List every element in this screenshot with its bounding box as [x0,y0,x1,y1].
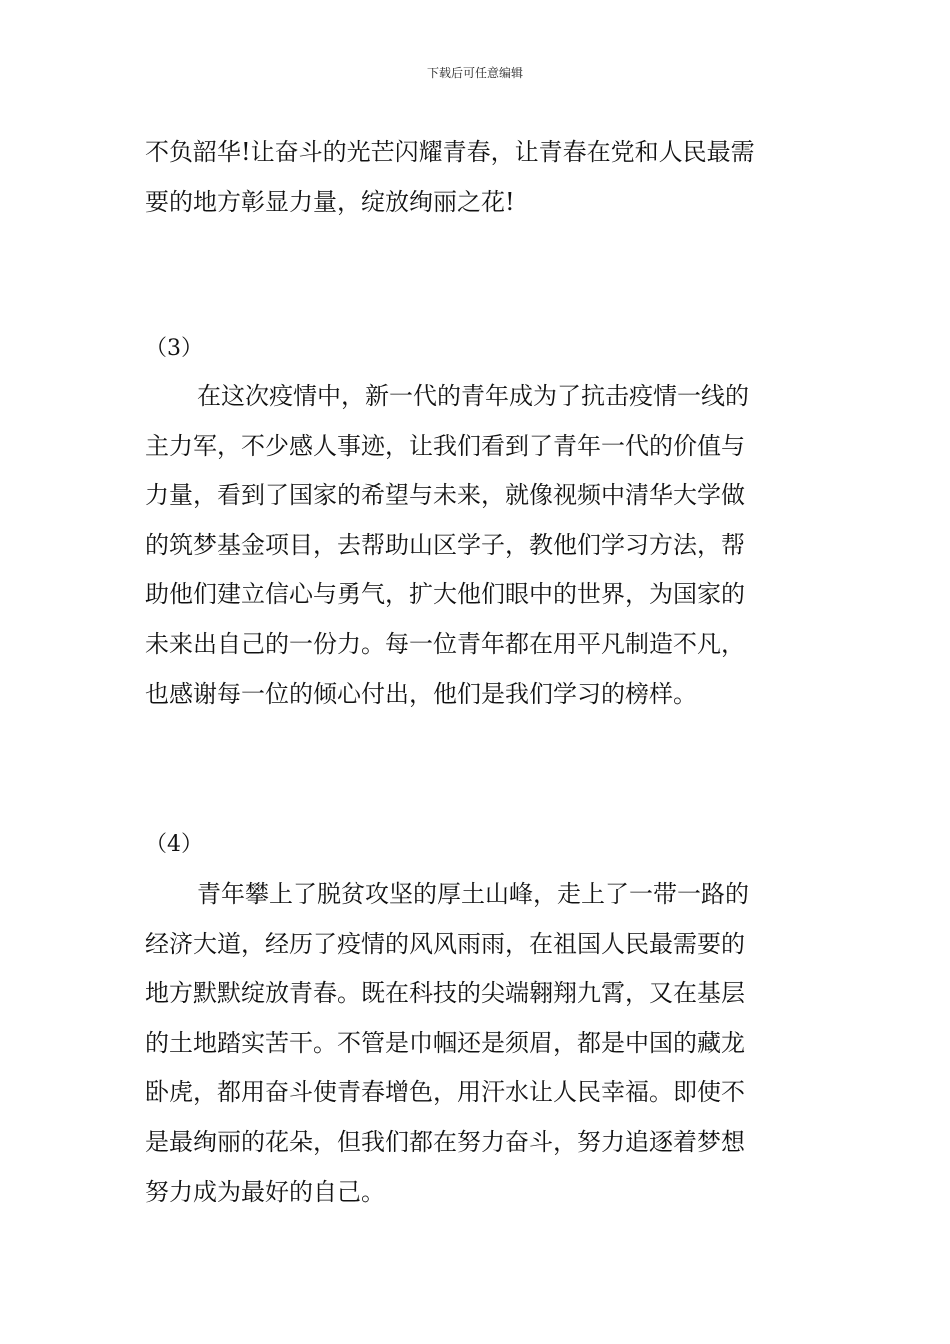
text-line: 是最绚丽的花朵，但我们都在努力奋斗，努力追逐着梦想 [145,1127,745,1156]
text-line: 不负韶华!让奋斗的光芒闪耀青春，让青春在党和人民最需 [145,138,755,166]
text-line: 力量，看到了国家的希望与未来，就像视频中清华大学做 [145,481,745,510]
text-line: 卧虎，都用奋斗使青春增色，用汗水让人民幸福。即使不 [145,1078,745,1107]
text-line: 助他们建立信心与勇气，扩大他们眼中的世界，为国家的 [145,580,745,609]
text-line: 的土地踏实苦干。不管是巾帼还是须眉，都是中国的藏龙 [145,1028,745,1057]
section-label-3: （3） [145,336,203,361]
text-line: 未来出自己的一份力。每一位青年都在用平凡制造不凡， [145,629,745,658]
paragraph-intro [145,128,810,227]
paragraph-section-3 [145,372,810,719]
text-line: 要的地方彰显力量，绽放绚丽之花! [145,187,515,216]
text-line: 在这次疫情中，新一代的青年成为了抗击疫情一线的 [197,382,749,410]
text-line: 主力军，不少感人事迹，让我们看到了青年一代的价值与 [145,431,745,460]
text-line: 的筑梦基金项目，去帮助山区学子，教他们学习方法，帮 [145,530,745,559]
paragraph-section-4 [145,870,810,1217]
text-line: 经济大道，经历了疫情的风风雨雨，在祖国人民最需要的 [145,929,745,958]
text-line: 努力成为最好的自己。 [145,1177,385,1206]
text-line: 青年攀上了脱贫攻坚的厚土山峰，走上了一带一路的 [197,880,749,908]
page-header-note: 下载后可任意编辑 [426,66,523,80]
section-label-4: （4） [145,832,203,857]
text-line: 地方默默绽放青春。既在科技的尖端翱翔九霄，又在基层 [145,979,745,1008]
text-line: 也感谢每一位的倾心付出，他们是我们学习的榜样。 [145,679,697,708]
